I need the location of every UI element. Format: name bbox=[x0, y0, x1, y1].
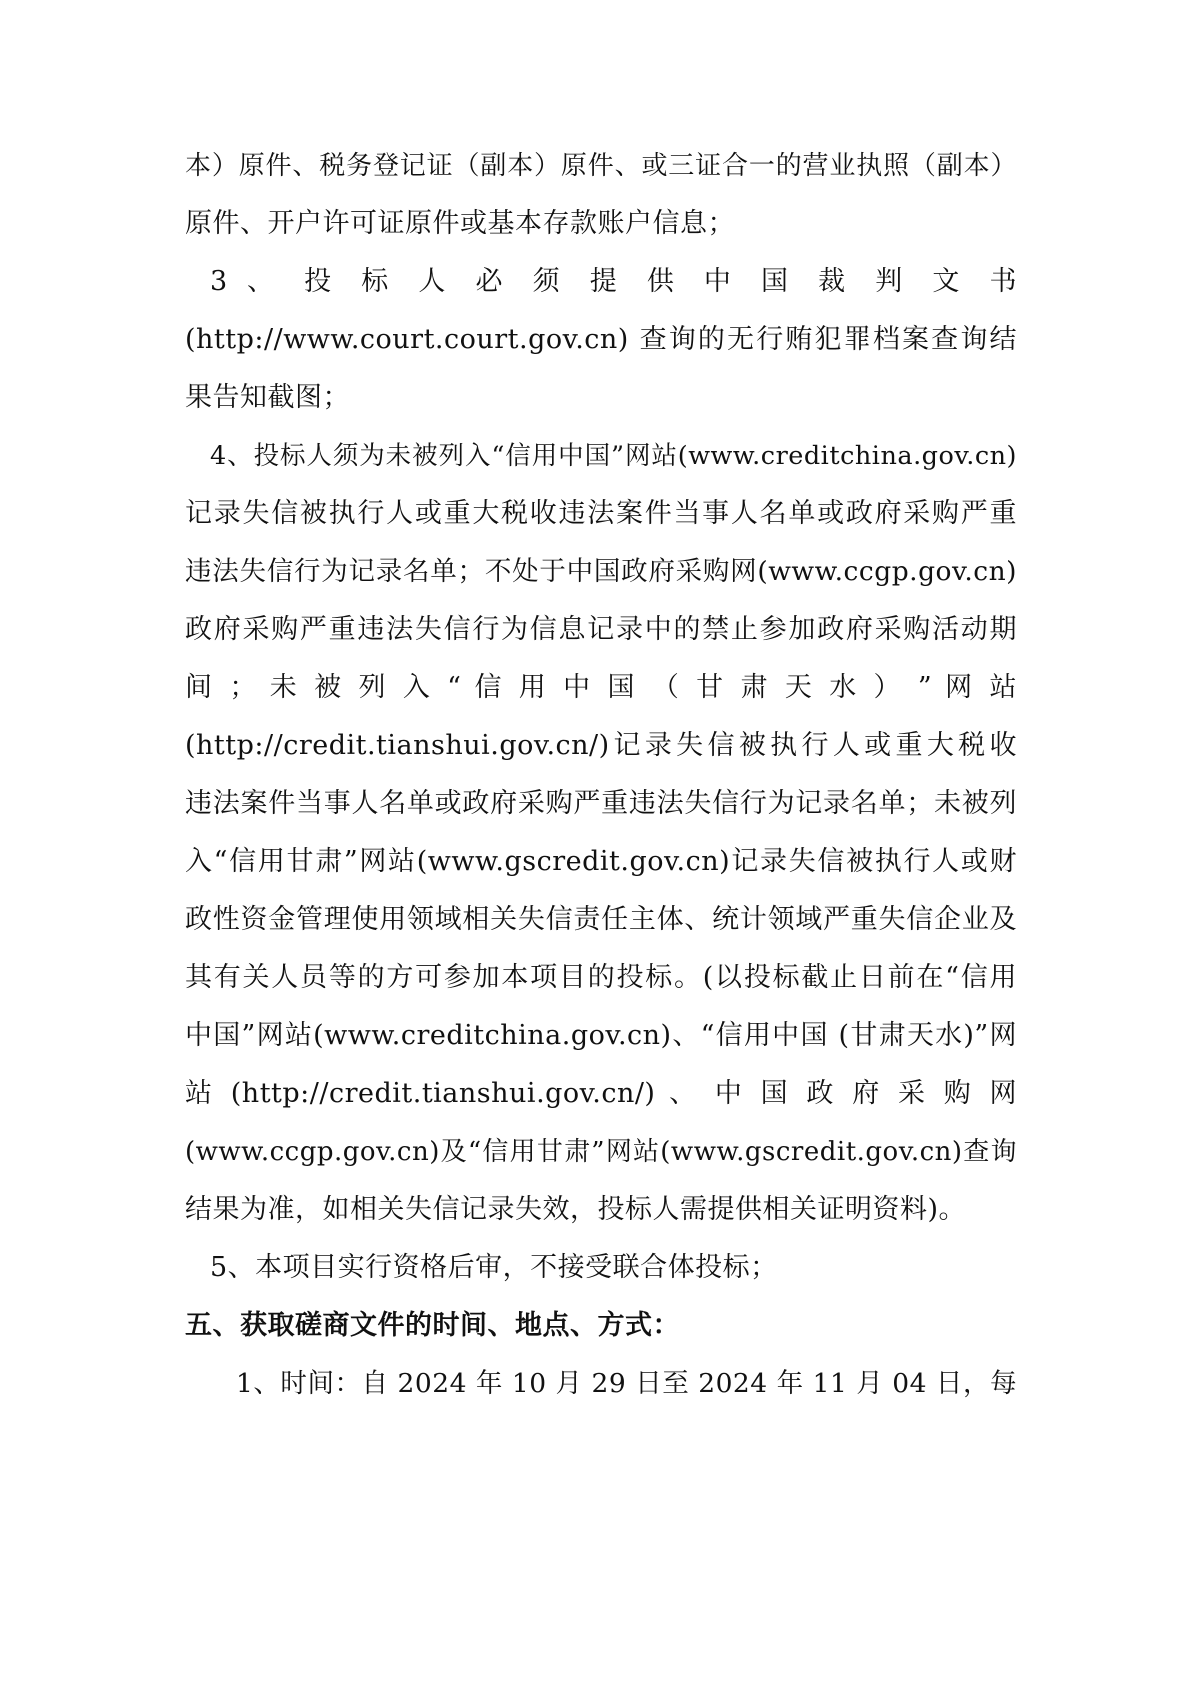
text-line: 果告知截图； bbox=[185, 382, 350, 413]
text-line: 本）原件、税务登记证（副本）原件、或三证合一的营业执照（副本） bbox=[185, 151, 1017, 181]
text-line: 政府采购严重违法失信行为信息记录中的禁止参加政府采购活动期 bbox=[185, 614, 1017, 645]
text-line: 记录失信被执行人或重大税收违法案件当事人名单或政府采购严重 bbox=[185, 498, 1017, 529]
text-line: 其有关人员等的方可参加本项目的投标。(以投标截止日前在“信用 bbox=[185, 962, 1017, 993]
text-line: (http://credit.tianshui.gov.cn/)记录失信被执行人或重大税收 bbox=[185, 730, 1017, 761]
text-line: 政性资金管理使用领域相关失信责任主体、统计领域严重失信企业及 bbox=[185, 904, 1017, 935]
text-line: 违法案件当事人名单或政府采购严重违法失信行为记录名单；未被列 bbox=[185, 788, 1017, 819]
text-line: 入“信用甘肃”网站(www.gscredit.gov.cn)记录失信被执行人或财 bbox=[185, 846, 1017, 877]
text-line: 中国”网站(www.creditchina.gov.cn)、“信用中国 (甘肃天水)”网 bbox=[185, 1020, 1017, 1051]
text-line: (http://www.court.court.gov.cn) 查询的无行贿犯罪档案查询结 bbox=[185, 324, 1017, 355]
text-line: (www.ccgp.gov.cn)及“信用甘肃”网站(www.gscredit.gov.cn)查询 bbox=[185, 1137, 1017, 1167]
text-line: 1、时间：自 2024 年 10 月 29 日至 2024 年 11 月 04 日，每 bbox=[236, 1368, 1017, 1399]
text-line: 结果为准，如相关失信记录失效，投标人需提供相关证明资料)。 bbox=[185, 1194, 967, 1225]
text-line: 站 (http://credit.tianshui.gov.cn/) 、 中 国 政 府 采 购 网 bbox=[185, 1078, 1017, 1109]
text-line: 5、本项目实行资格后审，不接受联合体投标； bbox=[210, 1252, 778, 1283]
text-line: 3 、 投 标 人 必 须 提 供 中 国 裁 判 文 书 bbox=[210, 266, 1017, 297]
text-line: 间 ； 未 被 列 入 “ 信 用 中 国 （ 甘 肃 天 水 ） ” 网 站 bbox=[185, 672, 1017, 703]
text-line: 4、投标人须为未被列入“信用中国”网站(www.creditchina.gov.cn) bbox=[210, 441, 1017, 471]
section-heading: 五、获取磋商文件的时间、地点、方式： bbox=[185, 1310, 680, 1341]
text-line: 原件、开户许可证原件或基本存款账户信息； bbox=[185, 208, 735, 239]
text-line: 违法失信行为记录名单；不处于中国政府采购网(www.ccgp.gov.cn) bbox=[185, 556, 1017, 587]
